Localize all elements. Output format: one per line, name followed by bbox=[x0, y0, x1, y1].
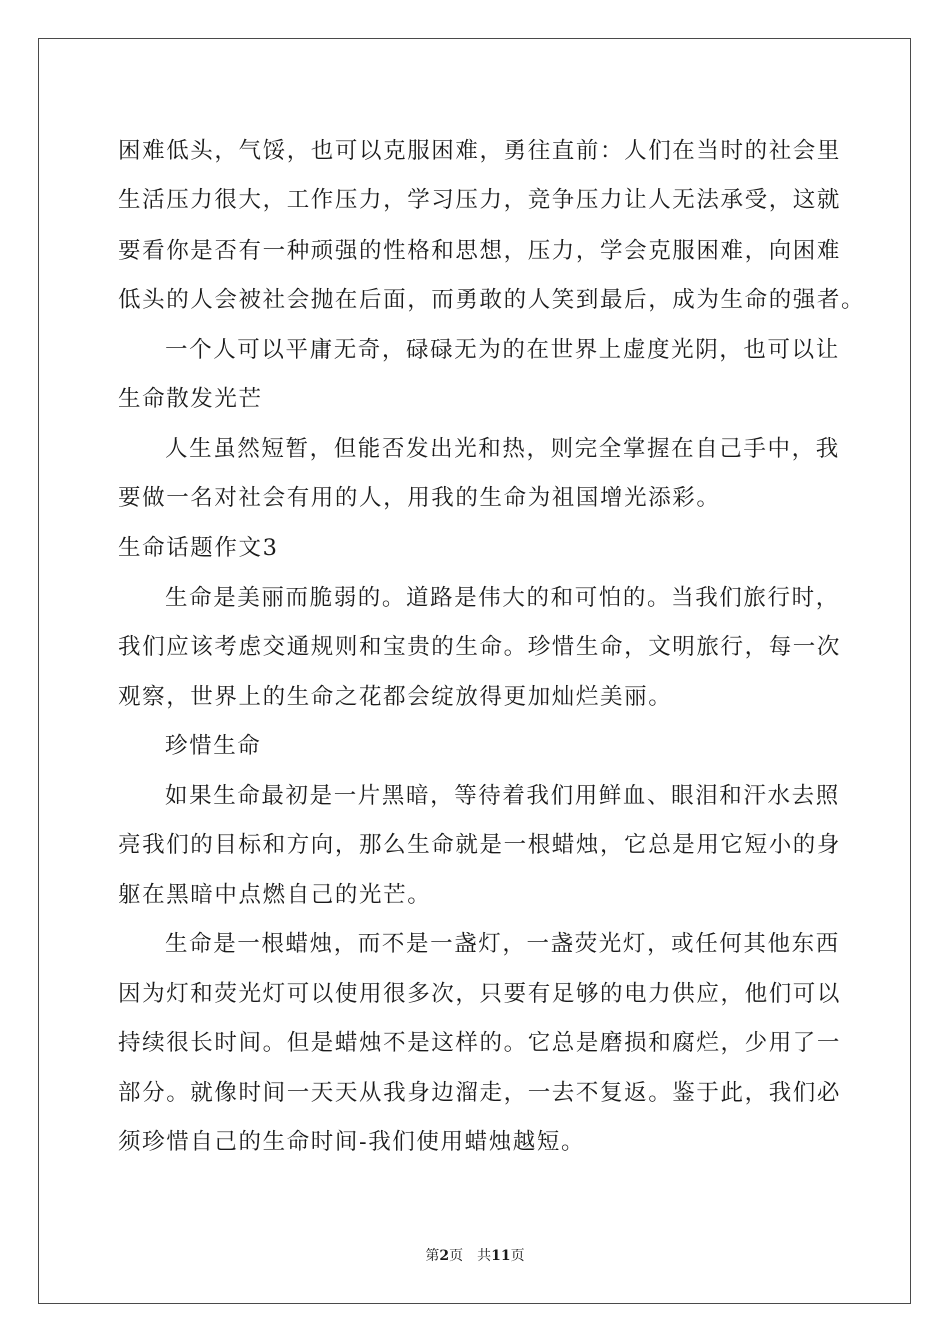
text-line: 躯在黑暗中点燃自己的光芒。 bbox=[118, 882, 432, 908]
text-line: 生命是一根蜡烛，而不是一盏灯，一盏荧光灯，或任何其他东西 bbox=[165, 931, 840, 957]
text-line: 生命散发光芒 bbox=[118, 386, 263, 412]
page-suffix: 页 bbox=[449, 1248, 464, 1264]
text-line: 生命是美丽而脆弱的。道路是伟大的和可怕的。当我们旅行时， bbox=[165, 585, 840, 611]
page-border bbox=[38, 38, 911, 1304]
text-line: 如果生命最初是一片黑暗，等待着我们用鲜血、眼泪和汗水去照 bbox=[165, 783, 840, 809]
text-line: 部分。就像时间一天天从我身边溜走，一去不复返。鉴于此，我们必 bbox=[118, 1080, 842, 1106]
text-line: 亮我们的目标和方向，那么生命就是一根蜡烛，它总是用它短小的身 bbox=[118, 832, 842, 858]
text-line: 我们应该考虑交通规则和宝贵的生命。珍惜生命，文明旅行，每一次 bbox=[118, 634, 842, 660]
page-number: 2 bbox=[439, 1248, 450, 1264]
text-line: 低头的人会被社会抛在后面，而勇敢的人笑到最后，成为生命的强者。 bbox=[118, 287, 866, 313]
text-line: 一个人可以平庸无奇，碌碌无为的在世界上虚度光阴，也可以让 bbox=[165, 337, 840, 363]
text-line: 困难低头，气馁，也可以克服困难，勇往直前：人们在当时的社会里 bbox=[118, 138, 842, 164]
text-line: 要看你是否有一种顽强的性格和思想，压力，学会克服困难，向困难 bbox=[118, 238, 842, 264]
text-line: 持续很长时间。但是蜡烛不是这样的。它总是磨损和腐烂，少用了一 bbox=[118, 1030, 842, 1056]
total-pages: 11 bbox=[491, 1248, 511, 1264]
text-line: 须珍惜自己的生命时间-我们使用蜡烛越短。 bbox=[118, 1129, 586, 1155]
total-prefix: 共 bbox=[477, 1248, 492, 1264]
text-line: 因为灯和荧光灯可以使用很多次，只要有足够的电力供应，他们可以 bbox=[118, 981, 842, 1007]
page-prefix: 第 bbox=[425, 1248, 440, 1264]
text-line: 人生虽然短暂，但能否发出光和热，则完全掌握在自己手中，我 bbox=[165, 436, 840, 462]
text-line: 生活压力很大，工作压力，学习压力，竞争压力让人无法承受，这就 bbox=[118, 187, 842, 213]
text-line: 观察，世界上的生命之花都会绽放得更加灿烂美丽。 bbox=[118, 684, 673, 710]
subheading: 珍惜生命 bbox=[165, 733, 262, 759]
section-heading: 生命话题作文3 bbox=[118, 535, 279, 561]
total-suffix: 页 bbox=[510, 1248, 525, 1264]
text-line: 要做一名对社会有用的人，用我的生命为祖国增光添彩。 bbox=[118, 485, 721, 511]
page-footer bbox=[0, 1247, 950, 1265]
